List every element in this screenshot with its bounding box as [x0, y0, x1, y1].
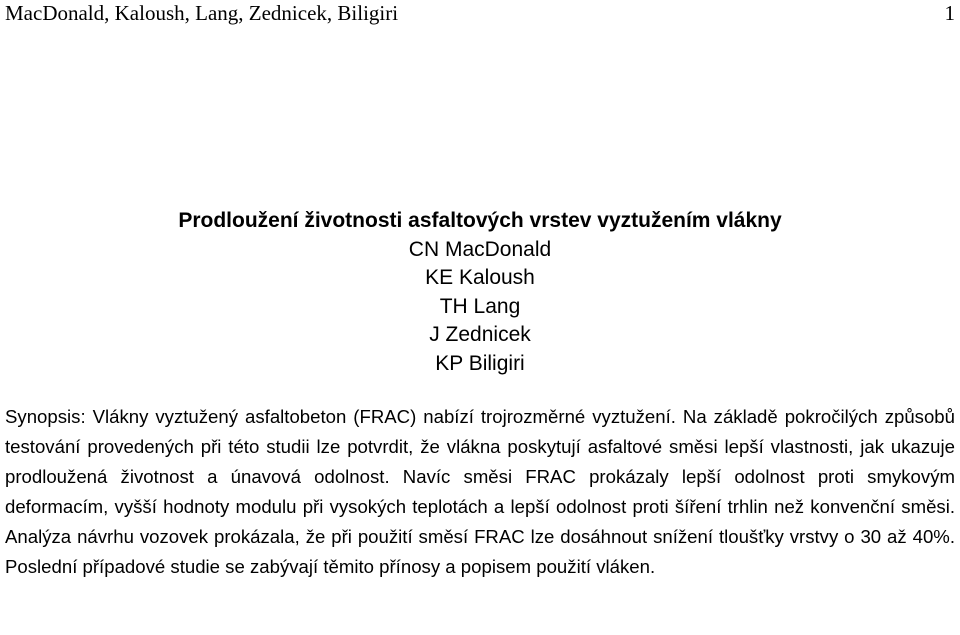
author-1: CN MacDonald — [408, 237, 552, 261]
header-authors: MacDonald, Kaloush, Lang, Zednicek, Biligiri — [5, 1, 399, 25]
title-block — [0, 207, 960, 378]
author-3: TH Lang — [439, 294, 521, 318]
author-5: KP Biligiri — [435, 351, 525, 375]
author-4: J Zednicek — [429, 323, 531, 346]
author-2: KE Kaloush — [425, 266, 535, 289]
paper-title: Prodloužení životnosti asfaltových vrstev vyztužením vlákny — [178, 209, 782, 232]
page-number: 1 — [944, 1, 955, 25]
synopsis-paragraph: Synopsis: Vlákny vyztužený asfaltobeton (FRAC) nabízí trojrozměrné vyztužení. Na základě pokročilých způsobů testování provedených při této studii lze potvrdit, že vlákna poskytují asfaltové směsi lepší vlastnosti, jak ukazuje prodloužená životnost a únavová odolnost. Navíc směsi FRAC prokázaly lepší odolnost proti smykovým deformacím, vyšší hodnoty modulu při vysokých teplotách a lepší odolnost proti šíření trhlin než konvenční směsi. Analýza návrhu vozovek prokázala, že při použití směsí FRAC lze dosáhnout snížení tloušťky vrstvy o 30 až 40%. Poslední případové studie se zabývají těmito přínosy a popisem použití vláken. — [5, 406, 955, 577]
running-header — [5, 0, 955, 26]
